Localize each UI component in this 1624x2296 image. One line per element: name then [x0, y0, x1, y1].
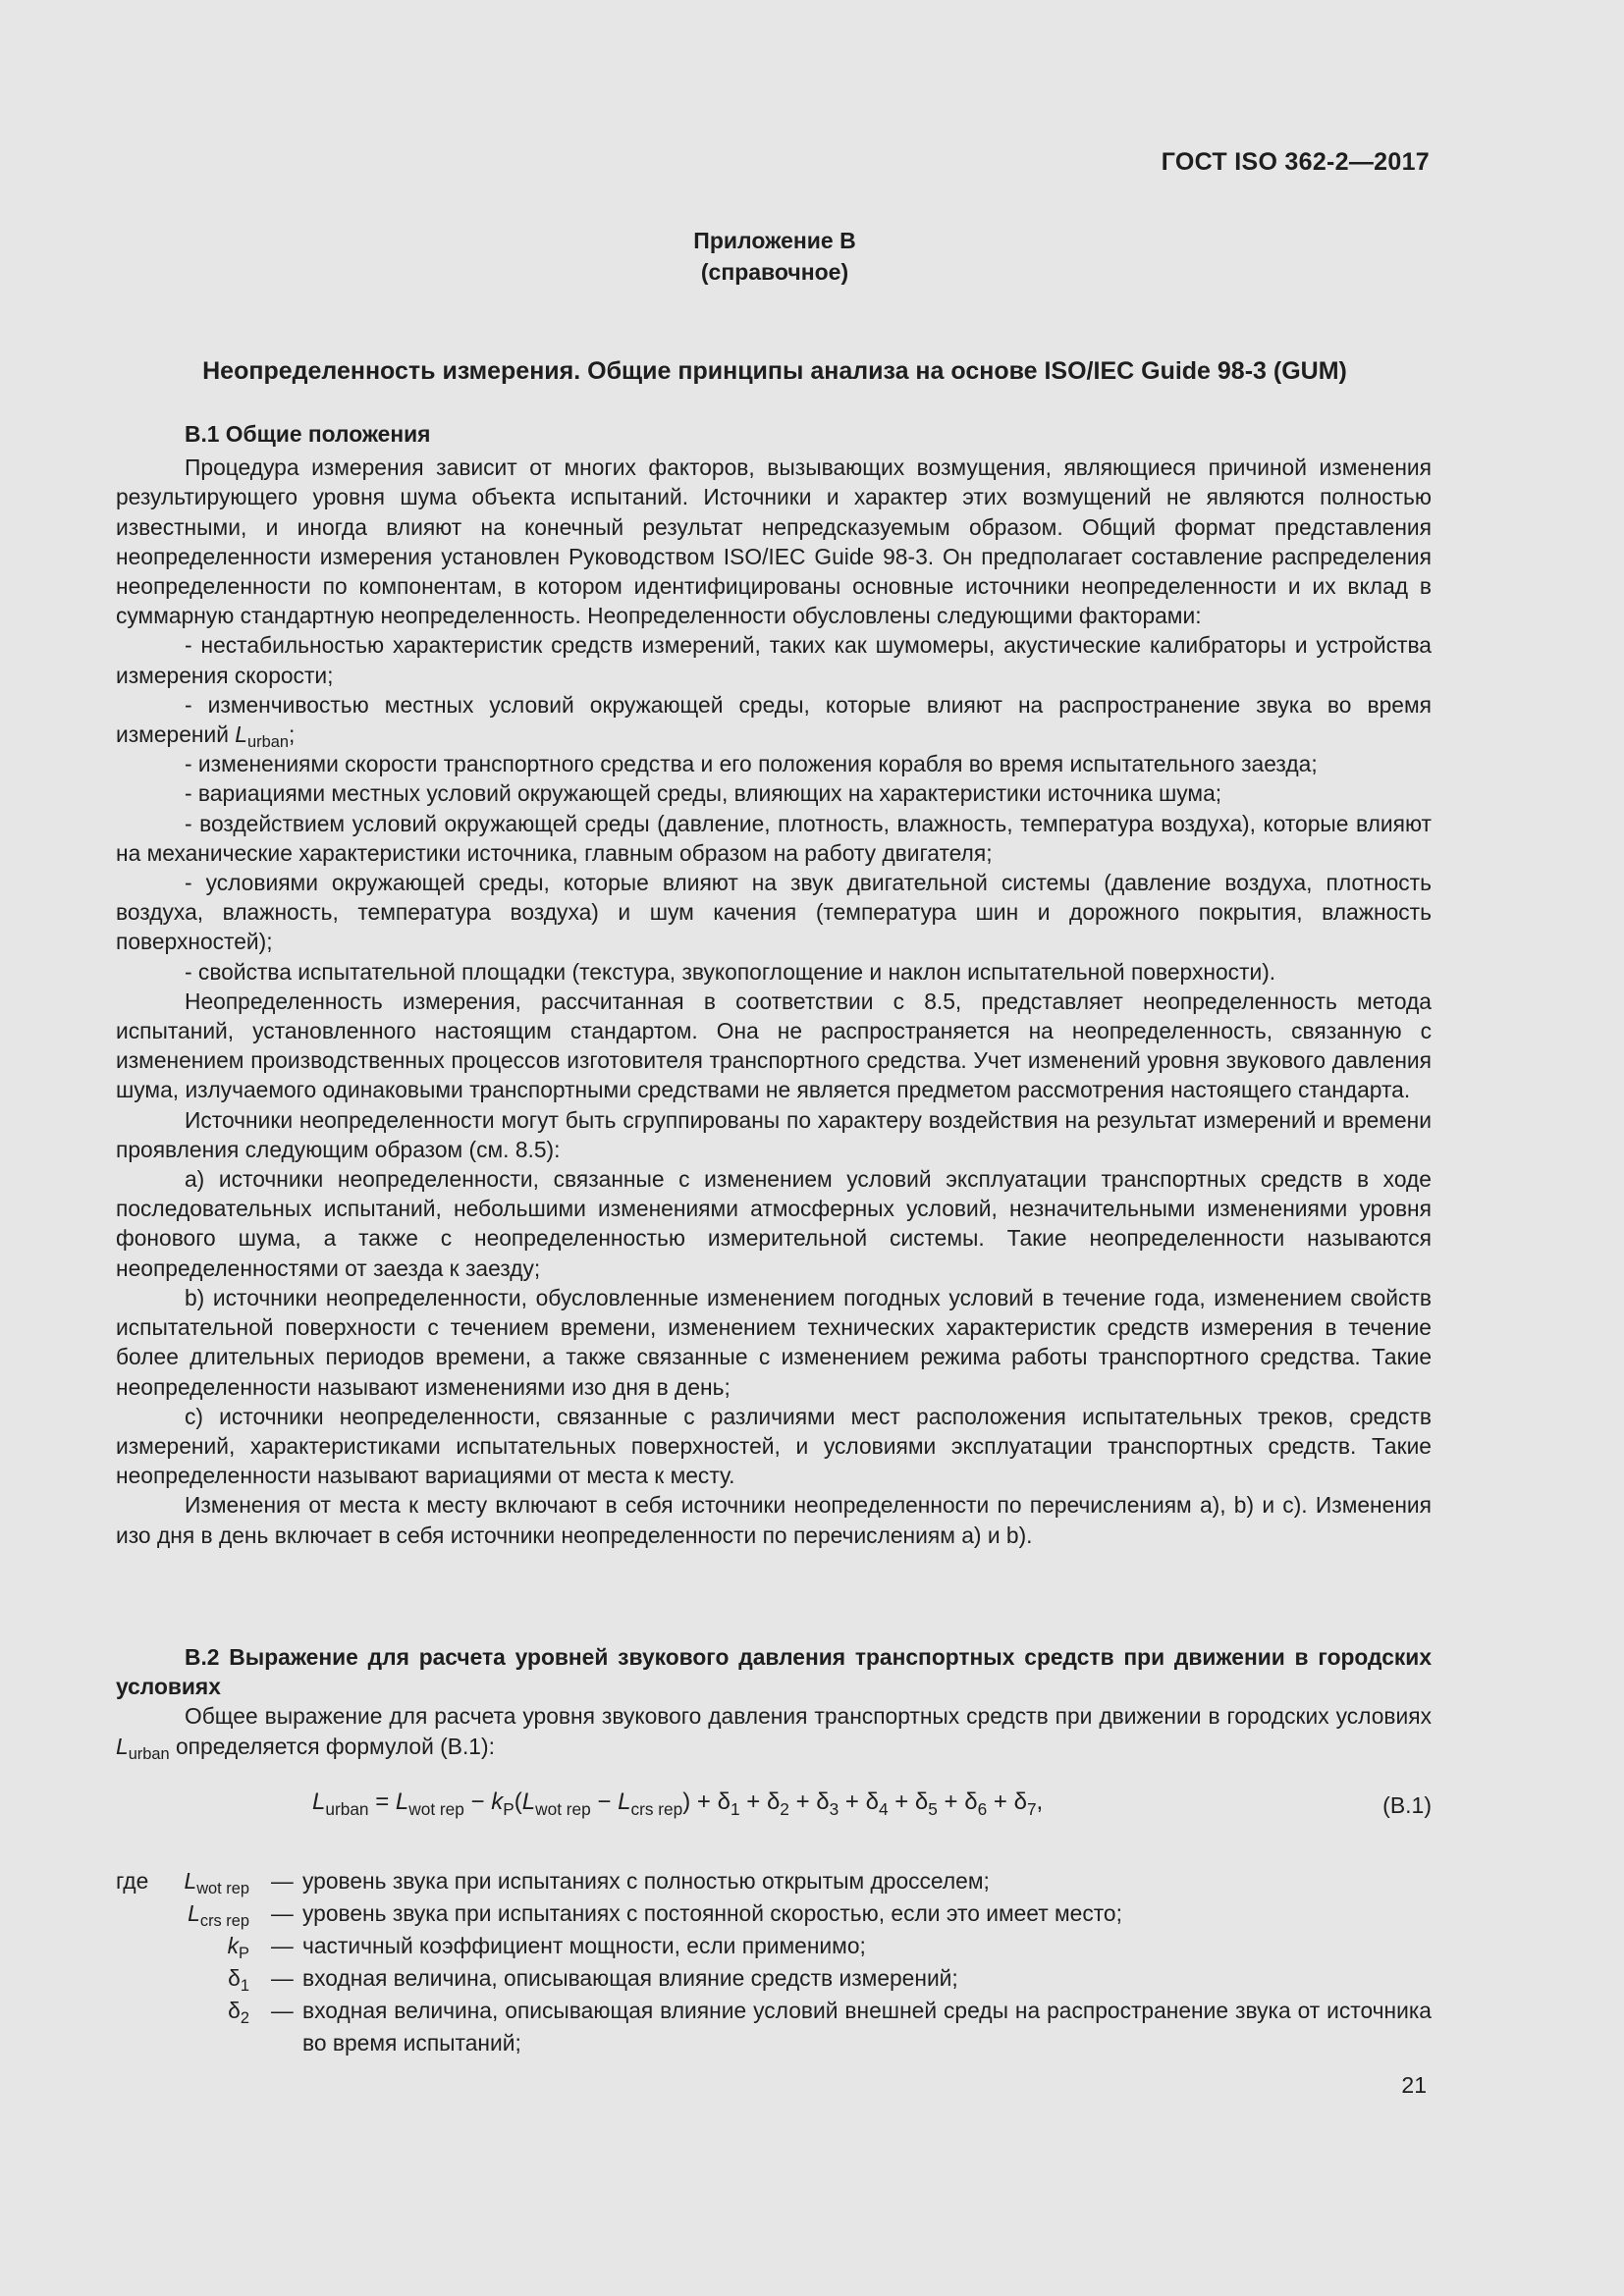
- l-symbol: L: [235, 721, 247, 748]
- formula-operator: +: [788, 1789, 817, 1815]
- formula-subscript: 4: [878, 1798, 889, 1819]
- appendix-heading: [0, 225, 1549, 288]
- definition-delta-1: [116, 1962, 1432, 1995]
- l-subscript: urban: [246, 733, 289, 752]
- formula-subscript: crs rep: [630, 1798, 683, 1819]
- definition-text: входная величина, описывающая влияние условий внешней среды на распространение звука от источника во время испытаний;: [302, 1998, 1432, 2056]
- formula-operator: +: [690, 1789, 718, 1815]
- em-dash: —: [271, 1868, 294, 1894]
- page-number: 21: [1401, 2072, 1427, 2098]
- b1-paragraph-4: Изменения от места к месту включают в себя источники неопределенности по перечислениям а), b) и с). Изменения изо дня в день включает в себя источники неопределенности по перечислениям а) и b).: [116, 1492, 1432, 1548]
- formula-number: (В.1): [1382, 1792, 1432, 1818]
- symbol-letter: L: [184, 1868, 197, 1894]
- formula-subscript: 1: [730, 1798, 740, 1819]
- formula-subscript: 2: [780, 1798, 789, 1819]
- formula-paren: ): [682, 1789, 691, 1815]
- em-dash: —: [271, 1998, 294, 2023]
- b2-intro-text: Общее выражение для расчета уровня звукового давления транспортных средств при движении в городских условиях: [185, 1703, 1432, 1730]
- formula-subscript: urban: [325, 1798, 369, 1819]
- definition-symbol: [116, 1865, 249, 1897]
- formula-subscript: 6: [977, 1798, 988, 1819]
- l-subscript: urban: [128, 1744, 170, 1763]
- formula-subscript: wot rep: [535, 1798, 591, 1819]
- symbol-letter: L: [188, 1900, 200, 1926]
- symbol-letter: δ: [228, 1998, 241, 2023]
- b1-bullet-1: - нестабильностью характеристик средств измерений, таких как шумомеры, акустические калибраторы и устройства измерения скорости;: [116, 632, 1432, 688]
- formula-operator: +: [888, 1789, 915, 1815]
- formula-operator: −: [463, 1789, 492, 1815]
- formula-subscript: wot rep: [408, 1798, 464, 1819]
- l-symbol: L: [116, 1733, 129, 1759]
- formula-symbol: L: [395, 1789, 409, 1815]
- b1-bullet-5: - воздействием условий окружающей среды (давление, плотность, влажность, температура воздуха), которые влияют на механические характеристики источника, главным образом на работу двигателя;: [116, 810, 1432, 866]
- definition-symbol: [116, 1995, 249, 2027]
- formula-delta: δ: [1013, 1789, 1027, 1815]
- b1-paragraph-3: Источники неопределенности могут быть сгруппированы по характеру воздействия на результат измерений и времени проявления следующим образом (см. 8.5):: [116, 1106, 1432, 1162]
- definition-symbol: [116, 1897, 249, 1930]
- definition-symbol: [116, 1962, 249, 1995]
- section-b1: [116, 419, 1432, 1550]
- symbol-subscript: 1: [240, 1977, 249, 1996]
- formula-delta: δ: [717, 1789, 731, 1815]
- b1-bullet-2-text: - изменчивостью местных условий окружающей среды, которые влияют на распространение звука во время измерений: [116, 691, 1432, 748]
- formula-punct: ,: [1036, 1789, 1044, 1815]
- formula-operator: −: [590, 1789, 619, 1815]
- formula-delta: δ: [766, 1789, 781, 1815]
- em-dash: —: [271, 1965, 294, 1991]
- formula-symbol: L: [521, 1789, 536, 1815]
- b1-paragraph-2: Неопределенность измерения, рассчитанная в соответствии с 8.5, представляет неопределенность метода испытаний, установленного настоящим стандартом. Она не распространяется на неопределенность, связанную с изменением производственных процессов изготовителя транспортного средства. Учет изменений уровня звукового давления шума, излучаемого одинаковыми транспортными средствами не является предметом рассмотрения настоящего стандарта.: [116, 988, 1432, 1103]
- formula-operator: +: [987, 1789, 1014, 1815]
- formula-delta: δ: [964, 1789, 978, 1815]
- symbol-letter: δ: [228, 1965, 241, 1991]
- appendix-type: (справочное): [700, 259, 849, 285]
- formula-operator: +: [839, 1789, 866, 1815]
- appendix-label: Приложение В: [693, 228, 856, 253]
- formula-b1: [312, 1789, 1044, 1819]
- section-b2: [116, 1642, 1432, 1761]
- formula-operator: =: [368, 1789, 396, 1815]
- b1-bullet-3: - изменениями скорости транспортного средства и его положения корабля во время испытательного заезда;: [185, 751, 1318, 777]
- where-label: где: [116, 1868, 149, 1894]
- standard-designation: ГОСТ ISO 362-2—2017: [1161, 148, 1430, 176]
- formula-delta: δ: [816, 1789, 830, 1815]
- b1-item-c: с) источники неопределенности, связанные с различиями мест расположения испытательных треков, средств измерений, характеристиками испытательных поверхностей, и условиями эксплуатации транспортных средств. Такие неопределенности называют вариациями от места к месту.: [116, 1403, 1432, 1489]
- definition-l-crs: [116, 1897, 1432, 1930]
- definition-text: уровень звука при испытаниях с постоянной скоростью, если это имеет место;: [302, 1900, 1122, 1926]
- section-b1-heading: В.1 Общие положения: [185, 421, 431, 447]
- appendix-title: Неопределенность измерения. Общие принципы анализа на основе ISO/IEC Guide 98-3 (GUM): [202, 357, 1347, 385]
- symbol-subscript: wot rep: [196, 1880, 249, 1898]
- punct: ;: [288, 721, 296, 748]
- symbol-letter: k: [227, 1933, 240, 1958]
- b1-bullet-4: - вариациями местных условий окружающей среды, влияющих на характеристики источника шума;: [185, 780, 1222, 807]
- formula-symbol: L: [312, 1789, 326, 1815]
- symbol-subscript: 2: [240, 2009, 249, 2028]
- formula-delta: δ: [865, 1789, 879, 1815]
- b1-item-b: b) источники неопределенности, обусловленные изменением погодных условий в течение года, изменением свойств испытательной поверхности с течением времени, изменением технических характеристик средств измерения в течение более длительных периодов времени, а также связанные с изменением режима работы транспортного средства. Такие неопределенности называют изменениями изо дня в день;: [116, 1284, 1432, 1400]
- definition-kp: [116, 1930, 1432, 1962]
- formula-subscript: 7: [1026, 1798, 1037, 1819]
- definition-text: уровень звука при испытаниях с полностью открытым дросселем;: [302, 1868, 990, 1894]
- definitions-list: [116, 1865, 1432, 2059]
- b1-intro-paragraph: Процедура измерения зависит от многих факторов, вызывающих возмущения, являющиеся причиной изменения результирующего уровня шума объекта испытаний. Источники и характер этих возмущений не являются полностью известными, и иногда влияют на конечный результат непредсказуемым образом. Общий формат представления неопределенности измерения установлен Руководством ISO/IEC Guide 98-3. Он предполагает составление распределения неопределенности по компонентам, в котором идентифицированы основные источники неопределенности и их вклад в суммарную стандартную неопределенность. Неопределенности обусловлены следующими факторами:: [116, 454, 1432, 629]
- definition-symbol: [116, 1930, 249, 1962]
- formula-subscript: 3: [829, 1798, 839, 1819]
- definition-text: входная величина, описывающая влияние средств измерений;: [302, 1965, 958, 1991]
- b2-intro-paragraph: [116, 1701, 1432, 1763]
- formula-symbol: L: [618, 1789, 631, 1815]
- b1-bullet-7: - свойства испытательной площадки (текстура, звукопоглощение и наклон испытательной поверхности).: [185, 958, 1276, 985]
- definition-text: частичный коэффициент мощности, если применимо;: [302, 1933, 866, 1958]
- definition-delta-2: [116, 1995, 1432, 2059]
- b1-bullet-2: [116, 690, 1432, 752]
- formula-symbol: k: [491, 1789, 504, 1815]
- formula-operator: +: [937, 1789, 965, 1815]
- formula-subscript: 5: [928, 1798, 938, 1819]
- formula-subscript: P: [503, 1798, 514, 1819]
- section-b2-heading: В.2 Выражение для расчета уровней звукового давления транспортных средств при движении в городских условиях: [116, 1644, 1432, 1700]
- symbol-subscript: P: [239, 1945, 249, 1963]
- formula-paren: (: [514, 1789, 522, 1815]
- formula-operator: +: [739, 1789, 767, 1815]
- symbol-subscript: crs rep: [199, 1912, 249, 1931]
- b1-item-a: а) источники неопределенности, связанные с изменением условий эксплуатации транспортных средств в ходе последовательных испытаний, небольшими изменениями атмосферных условий, незначительными изменениями уровня фонового шума, а также с неопределенностью измерительной системы. Такие неопределенности называются неопределенностями от заезда к заезду;: [116, 1166, 1432, 1281]
- b2-intro-text-end: определяется формулой (В.1):: [169, 1733, 495, 1759]
- b1-bullet-6: - условиями окружающей среды, которые влияют на звук двигательной системы (давление воздуха, плотность воздуха, влажность, температура воздуха) и шум качения (температура шин и дорожного покрытия, влажность поверхностей);: [116, 870, 1432, 955]
- formula-delta: δ: [914, 1789, 929, 1815]
- definition-l-wot: [116, 1865, 1432, 1897]
- em-dash: —: [271, 1933, 294, 1958]
- em-dash: —: [271, 1900, 294, 1926]
